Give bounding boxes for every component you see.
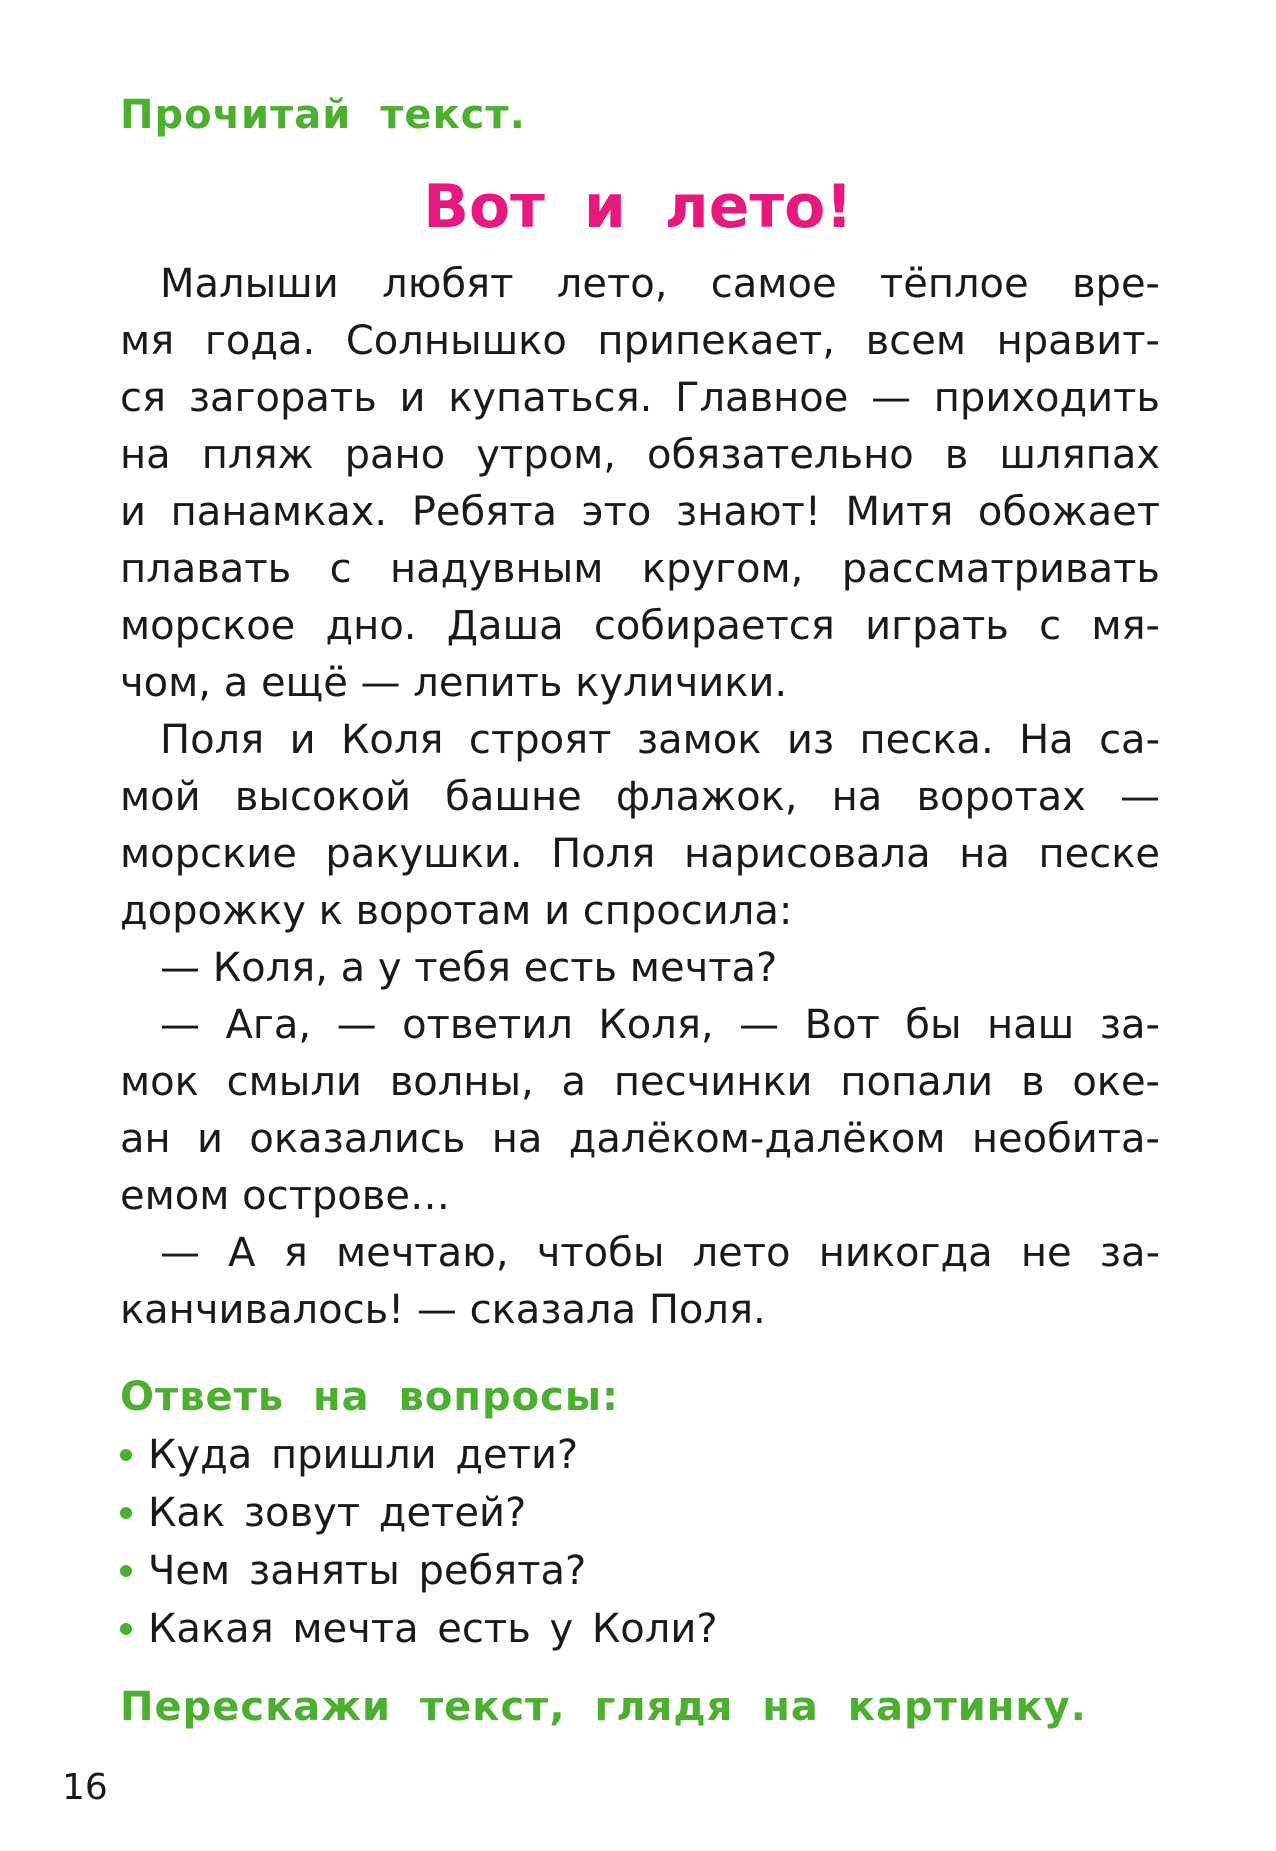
question-text: Чем заняты ребята? (148, 1548, 587, 1594)
text-line: чом, а ещё — лепить куличики. (120, 660, 788, 706)
instruction-retell: Перескажи текст, глядя на картинку. (120, 1684, 1087, 1730)
text-line: — Ага, — ответил Коля, — Вот бы наш за- (160, 1002, 1160, 1048)
questions-list (120, 1426, 718, 1658)
text-line: ся загорать и купаться. Главное — приходить (120, 375, 1160, 421)
list-item (120, 1484, 718, 1542)
text-line: плавать с надувным кругом, рассматривать (120, 546, 1160, 592)
list-item (120, 1600, 718, 1658)
bullet-icon (120, 1623, 132, 1635)
text-line: морское дно. Даша собирается играть с мя- (120, 603, 1160, 649)
text-line: мя года. Солнышко припекает, всем нравит- (120, 318, 1160, 364)
bullet-icon (120, 1507, 132, 1519)
text-line: морские ракушки. Поля нарисовала на песке (120, 831, 1160, 877)
text-line: — А я мечтаю, чтобы лето никогда не за- (160, 1230, 1160, 1276)
question-text: Как зовут детей? (148, 1490, 527, 1536)
text-line: мой высокой башне флажок, на воротах — (120, 774, 1160, 820)
page-number: 16 (62, 1767, 108, 1808)
text-line: дорожку к воротам и спросила: (120, 888, 793, 934)
text-line: канчивалось! — сказала Поля. (120, 1287, 766, 1333)
text-line: Малыши любят лето, самое тёплое вре- (160, 261, 1160, 307)
text-line: Поля и Коля строят замок из песка. На са- (160, 717, 1160, 763)
text-line: мок смыли волны, а песчинки попали в оке- (120, 1059, 1160, 1105)
text-line: на пляж рано утром, обязательно в шляпах (120, 432, 1160, 478)
text-line: емом острове… (120, 1173, 450, 1219)
story-text (120, 256, 1160, 1339)
story-title: Вот и лето! (423, 172, 853, 242)
list-item (120, 1542, 718, 1600)
text-line: ан и оказались на далёком-далёком необита- (120, 1116, 1160, 1162)
question-text: Какая мечта есть у Коли? (148, 1606, 718, 1652)
text-line: — Коля, а у тебя есть мечта? (160, 945, 778, 991)
instruction-answer: Ответь на вопросы: (120, 1374, 620, 1420)
bullet-icon (120, 1565, 132, 1577)
list-item (120, 1426, 718, 1484)
text-line: и панамках. Ребята это знают! Митя обожает (120, 489, 1160, 535)
bullet-icon (120, 1449, 132, 1461)
question-text: Куда пришли дети? (148, 1432, 579, 1478)
instruction-read: Прочитай текст. (120, 92, 526, 138)
